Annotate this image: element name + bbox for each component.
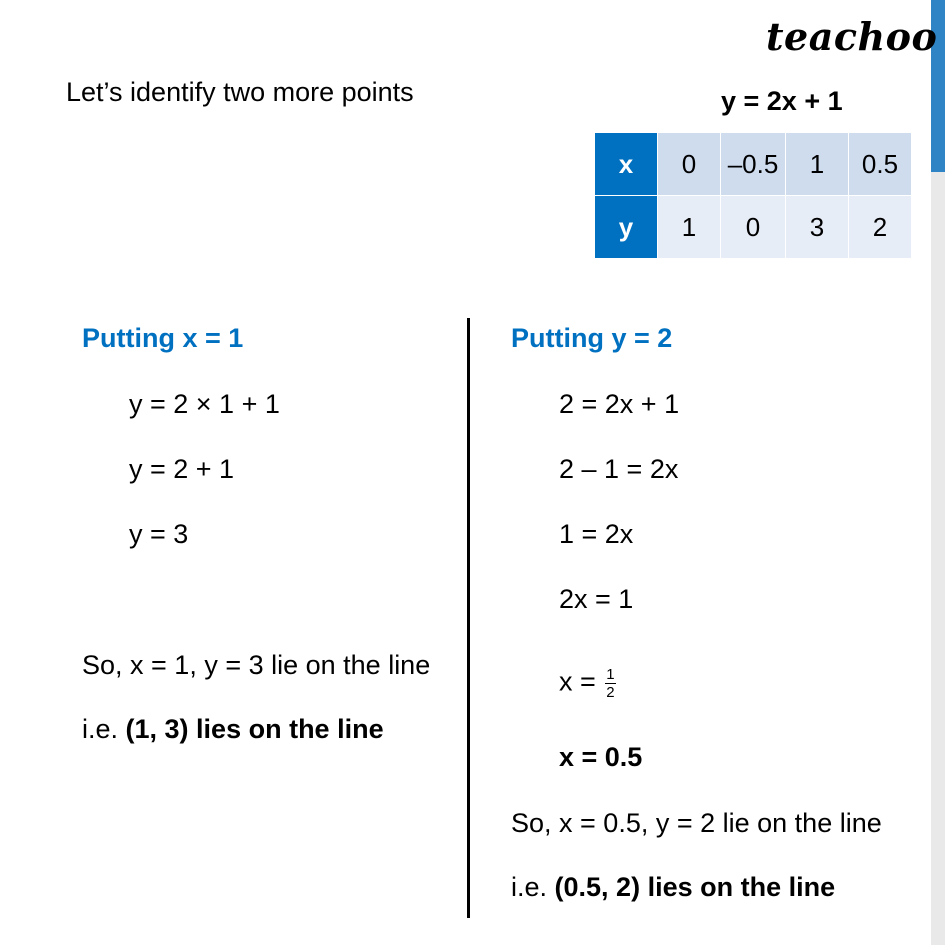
x-value-2: –0.5 xyxy=(721,133,786,196)
right-conclusion: So, x = 0.5, y = 2 lie on the line xyxy=(511,808,882,838)
left-heading: Putting x = 1 xyxy=(82,323,244,353)
equation-title: y = 2x + 1 xyxy=(721,86,843,116)
right-fraction-line xyxy=(559,666,616,701)
teachoo-logo: teachoo xyxy=(766,14,938,59)
left-conclusion: So, x = 1, y = 3 lie on the line xyxy=(82,650,431,680)
y-value-1: 1 xyxy=(658,196,721,259)
x-value-3: 1 xyxy=(786,133,849,196)
y-value-3: 3 xyxy=(786,196,849,259)
x-value-1: 0 xyxy=(658,133,721,196)
right-step-3: 1 = 2x xyxy=(559,519,634,549)
intro-text: Let’s identify two more points xyxy=(66,77,414,107)
fraction-prefix: x = xyxy=(559,666,604,697)
right-ie-line xyxy=(511,872,835,903)
table-row-y xyxy=(595,196,912,259)
right-heading: Putting y = 2 xyxy=(511,323,673,353)
y-value-2: 0 xyxy=(721,196,786,259)
right-step-1: 2 = 2x + 1 xyxy=(559,389,680,419)
fraction-numerator: 1 xyxy=(606,666,615,683)
left-step-1: y = 2 × 1 + 1 xyxy=(129,389,280,419)
left-ie-prefix: i.e. xyxy=(82,714,126,744)
right-ie-prefix: i.e. xyxy=(511,872,555,902)
table-row-x xyxy=(595,133,912,196)
values-table xyxy=(594,132,912,259)
right-ie-bold: (0.5, 2) lies on the line xyxy=(554,872,836,902)
row-label-x: x xyxy=(595,133,658,196)
right-result: x = 0.5 xyxy=(559,742,643,772)
left-step-2: y = 2 + 1 xyxy=(129,454,235,484)
left-ie-line xyxy=(82,714,384,745)
left-ie-bold: (1, 3) lies on the line xyxy=(125,714,384,744)
fraction-one-half xyxy=(605,666,615,701)
column-divider xyxy=(467,318,470,918)
x-value-4: 0.5 xyxy=(849,133,912,196)
row-label-y: y xyxy=(595,196,658,259)
y-value-4: 2 xyxy=(849,196,912,259)
right-step-2: 2 – 1 = 2x xyxy=(559,454,679,484)
left-step-3: y = 3 xyxy=(129,519,189,549)
right-step-4: 2x = 1 xyxy=(559,584,634,614)
fraction-denominator: 2 xyxy=(606,684,615,701)
